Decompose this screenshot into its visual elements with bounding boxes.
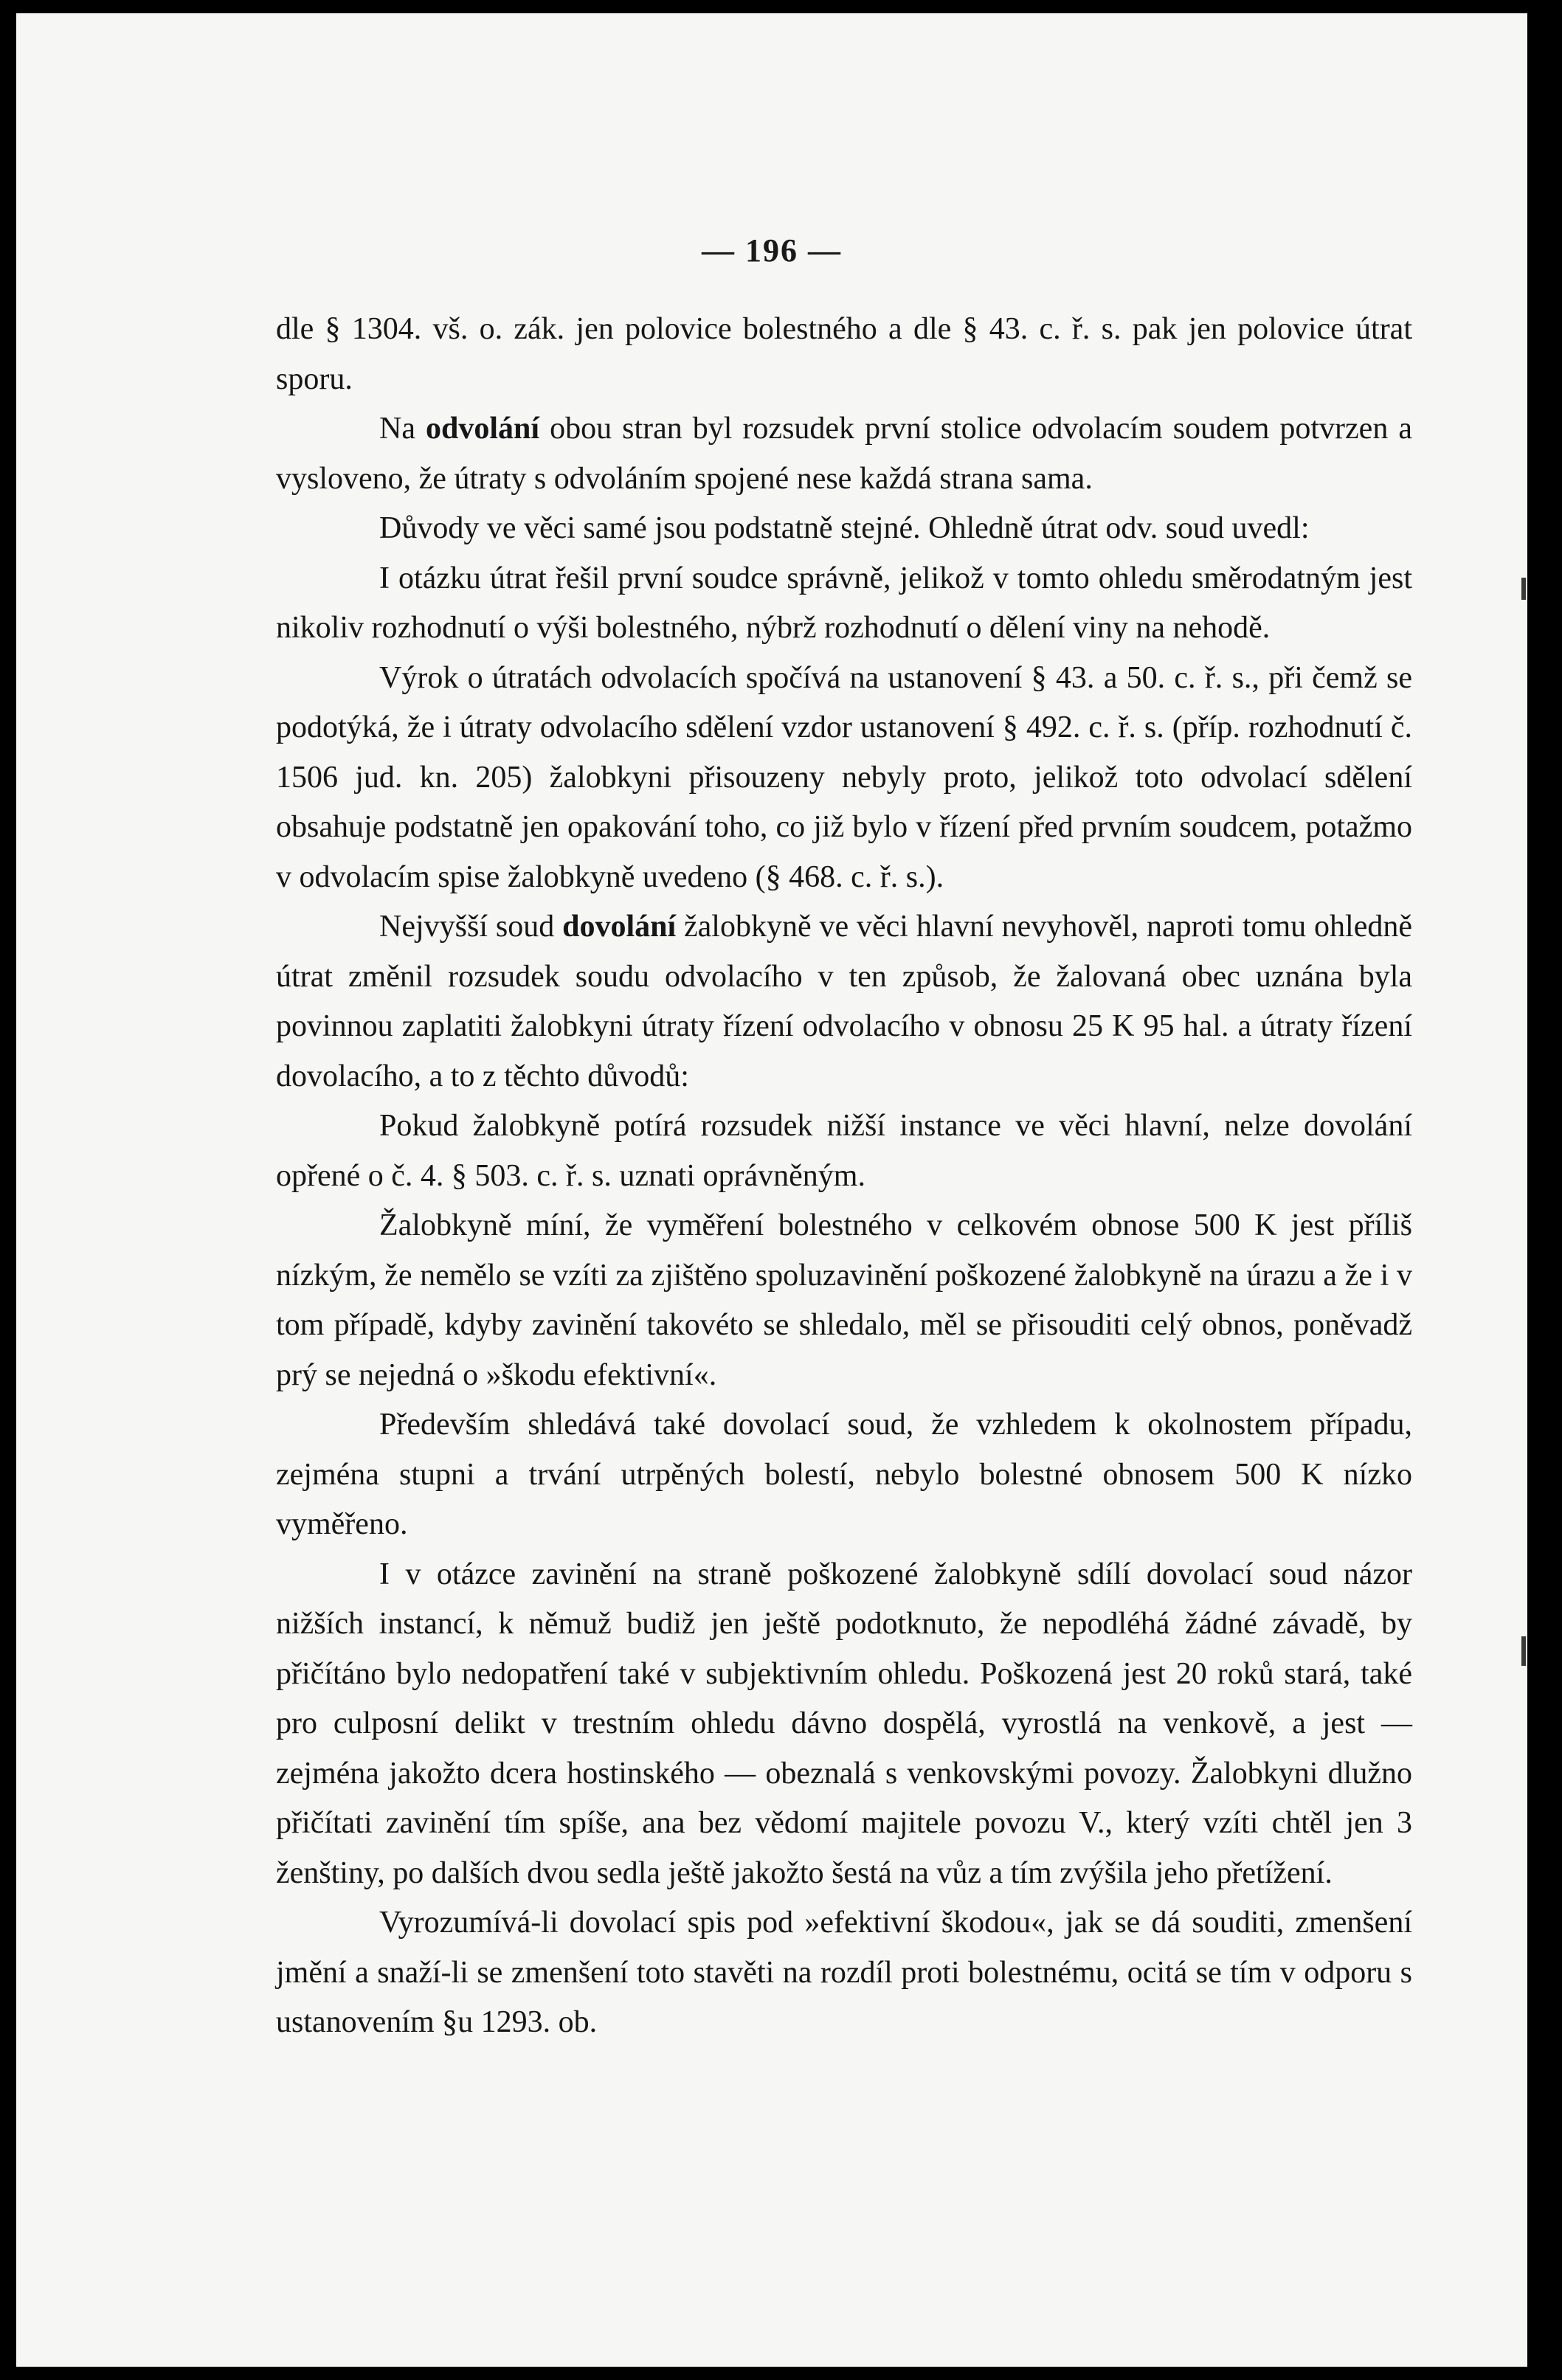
paragraph	[276, 654, 1412, 903]
body-text	[276, 305, 1412, 2048]
text-run: dle § 1304. vš. o. zák. jen polovice bolestného a dle § 43. c. ř. s. pak jen polovice útrat sporu.	[276, 312, 1412, 396]
paragraph	[276, 554, 1412, 654]
paragraph	[276, 404, 1412, 504]
paragraph	[276, 1400, 1412, 1550]
paragraph	[276, 504, 1412, 554]
bold-term: odvolání	[426, 412, 540, 446]
page-number: — 196 —	[702, 232, 842, 269]
text-run: Nejvyšší soud	[379, 910, 563, 944]
text-run: Důvody ve věci samé jsou podstatně stejné. Ohledně útrat odv. soud uvedl:	[379, 511, 1310, 545]
text-run: Žalobkyně míní, že vyměření bolestného v celkovém obnose 500 K jest příliš nízkým, že nemělo se vzíti za zjištěno spoluzavinění poškozené žalobkyně na úrazu a že i v tom případě, kdyby zavinění takovéto se shledalo, měl se přisouditi celý obnos, poněvadž prý se nejedná o »škodu efektivní«.	[276, 1208, 1412, 1392]
text-run: Pokud žalobkyně potírá rozsudek nižší instance ve věci hlavní, nelze dovolání opřené o č. 4. § 503. c. ř. s. uznati oprávněným.	[276, 1109, 1412, 1193]
text-run: Na	[379, 412, 426, 446]
text-run: obou stran byl rozsudek první stolice odvolacím soudem potvrzen a vysloveno, že útraty s odvoláním spojené nese každá strana sama.	[276, 412, 1412, 496]
text-run: I v otázce zavinění na straně poškozené žalobkyně sdílí dovolací soud názor nižších instancí, k němuž budiž jen ještě podotknuto, že nepodléhá žádné závadě, by přičítáno bylo nedopatření také v subjektivním ohledu. Poškozená jest 20 roků stará, také pro culposní delikt v trestním ohledu dávno dospělá, vyrostlá na venkově, a jest — zejména jakožto dcera hostinského — obeznalá s venkovskými povozy. Žalobkyni dlužno přičítati zavinění tím spíše, ana bez vědomí majitele povozu V., který vzíti chtěl jen 3 ženštiny, po dalších dvou sedla ještě jakožto šestá na vůz a tím zvýšila jeho přetížení.	[276, 1557, 1412, 1890]
bold-term: dovolání	[562, 910, 677, 944]
text-run: Především shledává také dovolací soud, že vzhledem k okolnostem případu, zejména stupni a trvání utrpěných bolestí, nebylo bolestné obnosem 500 K nízko vyměřeno.	[276, 1408, 1412, 1541]
paragraph	[276, 305, 1412, 404]
paragraph	[276, 1898, 1412, 2048]
page-edge-mark	[1521, 1636, 1526, 1666]
page-edge-mark	[1521, 578, 1526, 600]
paragraph	[276, 1550, 1412, 1899]
scanned-page	[16, 13, 1527, 2367]
paragraph	[276, 1201, 1412, 1400]
paragraph	[276, 1101, 1412, 1201]
text-run: žalobkyně ve věci hlavní nevyhověl, naproti tomu ohledně útrat změnil rozsudek soudu odvolacího v ten způsob, že žalovaná obec uznána byla povinnou zaplatiti žalobkyni útraty řízení odvolacího v obnosu 25 K 95 hal. a útraty řízení dovolacího, a to z těchto důvodů:	[276, 910, 1412, 1093]
text-run: I otázku útrat řešil první soudce správně, jelikož v tomto ohledu směrodatným jest nikoliv rozhodnutí o výši bolestného, nýbrž rozhodnutí o dělení viny na nehodě.	[276, 561, 1412, 645]
paragraph	[276, 902, 1412, 1101]
text-run: Vyrozumívá-li dovolací spis pod »efektivní škodou«, jak se dá souditi, zmenšení jmění a snaží-li se zmenšení toto stavěti na rozdíl proti bolestnému, ocitá se tím v odporu s ustanovením §u 1293. ob.	[276, 1906, 1412, 2039]
text-run: Výrok o útratách odvolacích spočívá na ustanovení § 43. a 50. c. ř. s., při čemž se podotýká, že i útraty odvolacího sdělení vzdor ustanovení § 492. c. ř. s. (příp. rozhodnutí č. 1506 jud. kn. 205) žalobkyni přisouzeny nebyly proto, jelikož toto odvolací sdělení obsahuje podstatně jen opakování toho, co již bylo v řízení před prvním soudcem, potažmo v odvolacím spise žalobkyně uvedeno (§ 468. c. ř. s.).	[276, 660, 1412, 894]
